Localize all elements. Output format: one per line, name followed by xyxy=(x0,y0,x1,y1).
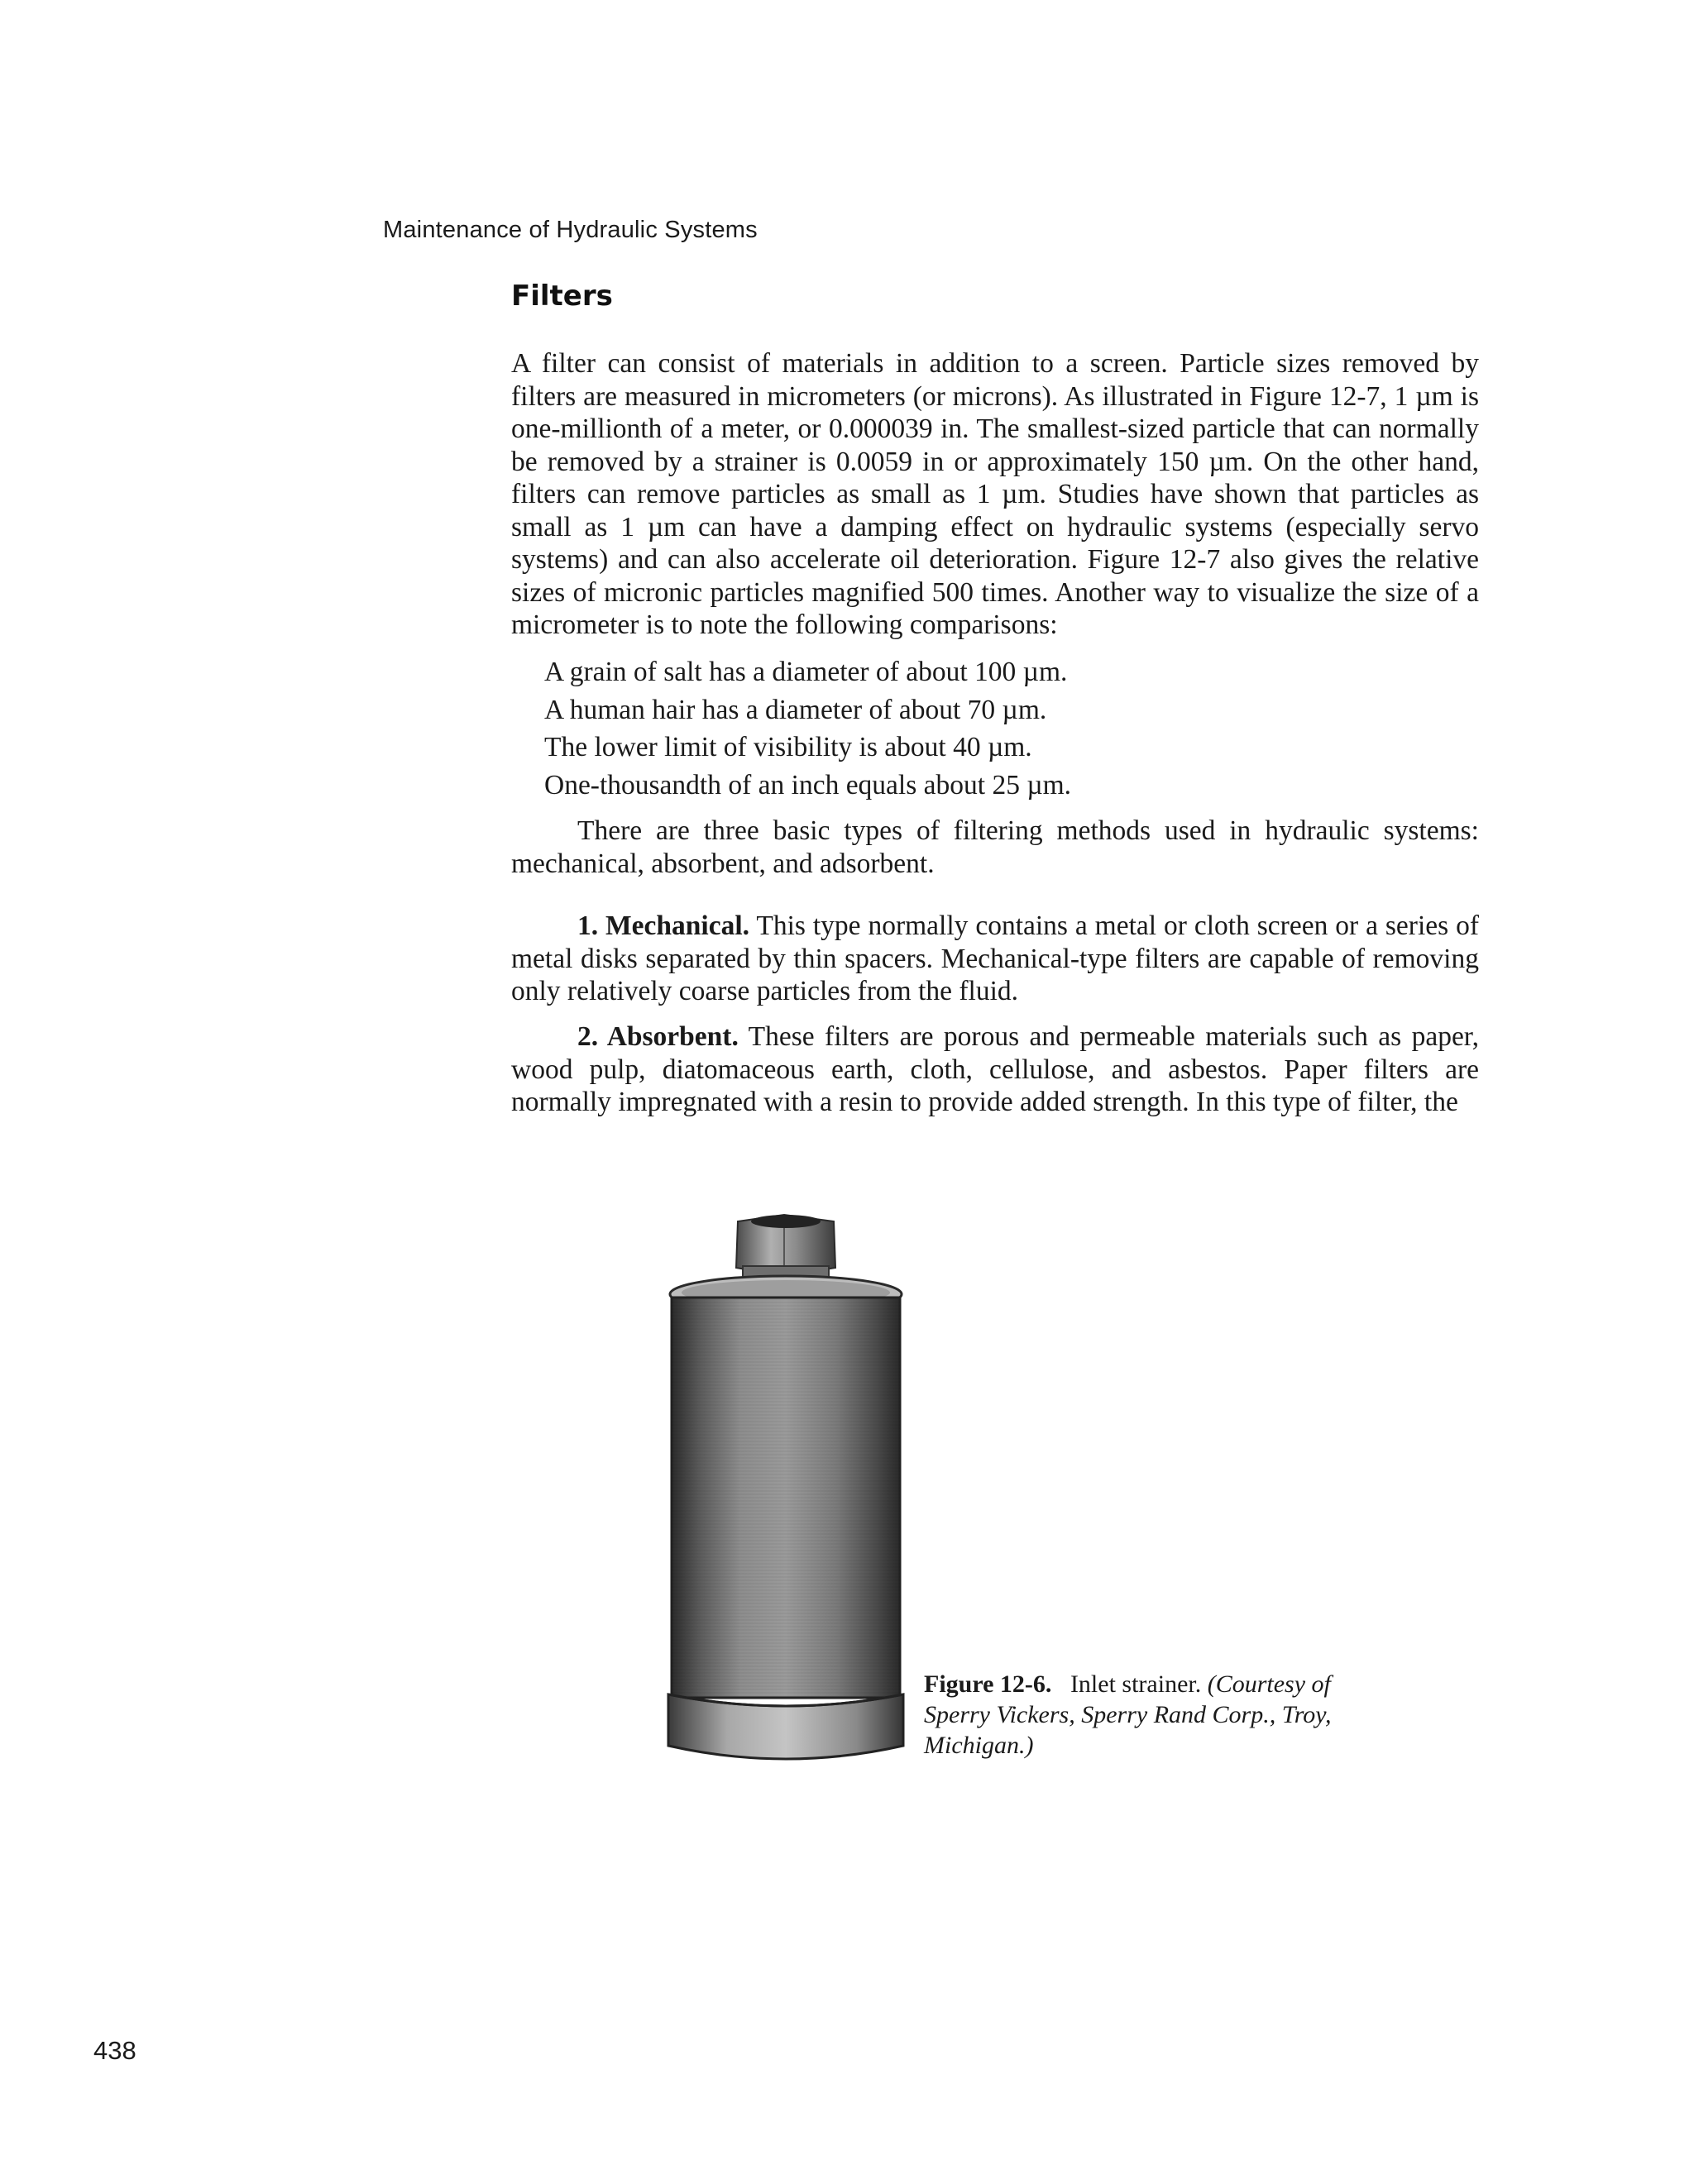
item-label-mechanical: 1. Mechanical. xyxy=(577,910,750,941)
figure-label: Figure 12-6. xyxy=(924,1670,1052,1698)
figure-title: Inlet strainer. xyxy=(1070,1670,1202,1698)
paragraph-absorbent xyxy=(511,1020,1479,1119)
paragraph-intro: A filter can consist of materials in addition to a screen. Particle sizes removed by filters are measured in micrometers (or microns). As illustrated in Figure 12-7, 1 µm is one-millionth of a meter, or 0.000039 in. The smallest-sized particle that can normally be removed by a strainer is 0.0059 in or approximately 150 µm. On the other hand, filters can remove particles as small as 1 µm. Studies have shown that particles as small as 1 µm can have a damping effect on hydraulic systems (especially servo systems) and can also accelerate oil deterioration. Figure 12-7 also gives the relative sizes of micronic particles magnified 500 times. Another way to visualize the size of a micrometer is to note the following comparisons: xyxy=(511,348,1479,640)
item-text-absorbent: These filters are porous and permeable materials such as paper, wood pulp, diatomaceous earth, cloth, cellulose, and asbestos. Paper filters are normally impregnated with a resin to provide added strength. In this type of filter, the xyxy=(511,1021,1479,1117)
comparison-list xyxy=(544,653,1071,804)
list-item: One-thousandth of an inch equals about 25 µm. xyxy=(544,769,1072,800)
figure-credit: (Courtesy of Sperry Vickers, Sperry Rand Corp., Troy, Michigan.) xyxy=(924,1670,1332,1759)
list-item: A grain of salt has a diameter of about 100 µm. xyxy=(544,657,1068,687)
section-title: Filters xyxy=(511,280,613,313)
list-item: The lower limit of visibility is about 40 µm. xyxy=(544,732,1032,762)
paragraph-filter-types: There are three basic types of filtering methods used in hydraulic systems: mechanical, absorbent, and adsorbent. xyxy=(511,815,1479,879)
list-item: A human hair has a diameter of about 70 µm. xyxy=(544,694,1047,725)
page-number: 438 xyxy=(93,2036,136,2065)
item-label-absorbent: 2. Absorbent. xyxy=(577,1021,739,1052)
running-head: Maintenance of Hydraulic Systems xyxy=(383,217,758,243)
figure-caption xyxy=(924,1669,1354,1761)
paragraph-mechanical xyxy=(511,910,1479,1008)
item-text-mechanical: This type normally contains a metal or cloth screen or a series of metal disks separated by thin spacers. Mechanical-type filters are capable of removing only relatively coarse particles from the fluid. xyxy=(511,910,1479,1006)
inlet-strainer-image xyxy=(662,1211,910,1790)
